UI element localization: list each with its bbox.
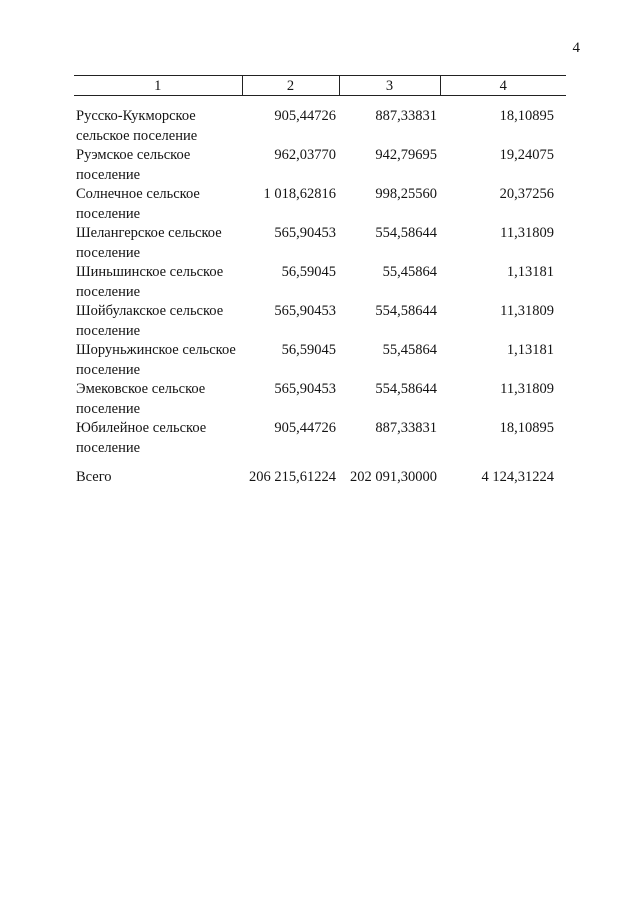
column-header-2: 2 [242,76,339,96]
value-col-4: 1,13181 [506,264,554,280]
value-col-4: 19,24075 [499,147,554,163]
value-col-4: 1,13181 [506,342,554,358]
total-label: Всего [76,469,112,485]
column-header-3: 3 [339,76,440,96]
settlement-name: Шиньшинское сельское поселение [76,264,224,300]
value-col-3: 554,58644 [375,303,437,319]
total-col-4: 4 124,31224 [481,469,554,485]
settlement-name: Эмековское сельское поселение [76,381,206,417]
settlement-name: Руэмское сельское поселение [76,147,191,183]
settlement-name: Юбилейное сельское поселение [76,420,207,456]
data-table [74,75,566,488]
settlement-name: Шоруньжинское сельское поселение [76,342,236,378]
table-body [74,96,566,488]
value-col-3: 554,58644 [375,225,437,241]
table-row [74,96,566,147]
value-col-4: 11,31809 [500,303,554,319]
value-col-4: 18,10895 [499,420,554,436]
value-col-4: 20,37256 [499,186,554,202]
value-col-3: 887,33831 [375,420,437,436]
table-row [74,263,566,302]
table-header [74,76,566,96]
value-col-2: 962,03770 [274,147,336,163]
header-row [74,76,566,96]
table-row [74,224,566,263]
value-col-3: 887,33831 [375,108,437,124]
table-row [74,185,566,224]
value-col-2: 56,59045 [281,264,336,280]
value-col-2: 565,90453 [274,381,336,397]
settlement-name: Солнечное сельское поселение [76,186,200,222]
value-col-3: 55,45864 [382,264,437,280]
total-col-3: 202 091,30000 [350,469,437,485]
column-header-4: 4 [440,76,566,96]
value-col-3: 942,79695 [375,147,437,163]
table-row [74,146,566,185]
value-col-2: 905,44726 [274,420,336,436]
value-col-4: 11,31809 [500,381,554,397]
value-col-4: 11,31809 [500,225,554,241]
value-col-3: 55,45864 [382,342,437,358]
value-col-3: 554,58644 [375,381,437,397]
value-col-2: 56,59045 [281,342,336,358]
table-row [74,419,566,458]
page-number: 4 [572,40,580,56]
value-col-2: 1 018,62816 [263,186,336,202]
settlement-name: Шойбулакское сельское поселение [76,303,224,339]
table-row [74,341,566,380]
total-col-2: 206 215,61224 [249,469,336,485]
table-row [74,302,566,341]
value-col-2: 905,44726 [274,108,336,124]
value-col-2: 565,90453 [274,303,336,319]
total-row [74,458,566,488]
value-col-3: 998,25560 [375,186,437,202]
table-row [74,380,566,419]
value-col-4: 18,10895 [499,108,554,124]
column-header-1: 1 [74,76,242,96]
value-col-2: 565,90453 [274,225,336,241]
settlement-name: Шелангерское сельское поселение [76,225,222,261]
settlement-name: Русско-Кукморское сельское поселение [76,108,198,144]
